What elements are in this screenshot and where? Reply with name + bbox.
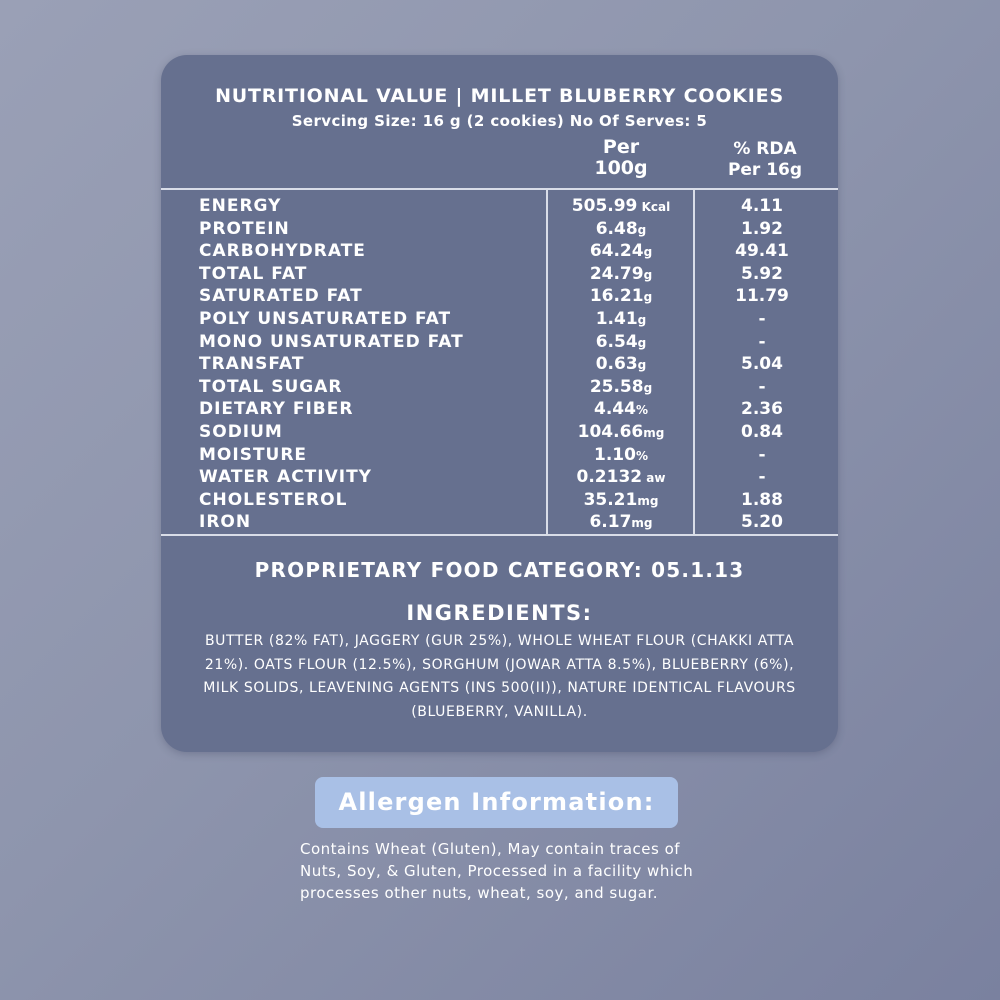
column-header-rda-line2: Per 16g (727, 160, 803, 180)
nutrient-value: 25.58 (589, 376, 644, 397)
nutrient-rda: - (758, 467, 766, 488)
table-row (161, 466, 838, 489)
nutrient-value: 64.24 (589, 241, 644, 262)
nutrient-unit: g (643, 267, 653, 282)
nutrient-per-100g-cell (547, 444, 695, 467)
table-row (161, 263, 838, 286)
nutrient-value: 6.54 (595, 331, 638, 352)
column-header-per-100g-line2: 100g (594, 157, 648, 179)
nutrient-name: SATURATED FAT (199, 286, 363, 307)
column-header-per-100g-line1: Per (602, 136, 640, 158)
table-row (161, 240, 838, 263)
nutrient-name: WATER ACTIVITY (199, 467, 372, 488)
nutrient-table (161, 195, 838, 534)
nutrient-unit: g (643, 380, 653, 395)
nutrient-name: TOTAL SUGAR (199, 376, 343, 397)
nutrient-value: 1.41 (595, 308, 638, 329)
ingredients-text: BUTTER (82% FAT), JAGGERY (GUR 25%), WHOLE WHEAT FLOUR (CHAKKI ATTA 21%). OATS FLOUR (12.5%), SORGHUM (JOWAR ATTA 8.5%), BLUEBERRY (6%), MILK SOLIDS, LEAVENING AGENTS (INS 500(II)), NATURE IDENTICAL FLAVOURS (BLUEBERRY, VANILLA). (203, 633, 796, 720)
nutrient-unit: mg (643, 425, 665, 440)
nutrient-unit: g (643, 290, 653, 305)
nutrient-value: 4.44 (594, 399, 636, 420)
allergen-text: Contains Wheat (Gluten), May contain traces of Nuts, Soy, & Gluten, Processed in a facility which processes other nuts, wheat, soy, and sugar. (300, 840, 694, 902)
table-row (161, 285, 838, 308)
nutrient-value: 0.63 (595, 354, 638, 375)
nutrient-value: 6.48 (595, 218, 638, 239)
nutrition-panel (161, 55, 838, 752)
nutrient-per-100g-cell (547, 489, 695, 512)
nutrient-rda: - (758, 331, 766, 352)
nutrient-name: CARBOHYDRATE (199, 241, 366, 262)
nutrient-unit: g (637, 222, 647, 237)
nutrient-per-100g-cell (547, 376, 695, 399)
nutrient-value: 6.17 (589, 512, 632, 533)
nutrient-value: 35.21 (583, 489, 638, 510)
nutrient-value: 104.66 (577, 421, 644, 442)
column-header-rda (695, 139, 835, 181)
nutrient-value: 505.99 (571, 196, 638, 216)
table-row (161, 511, 838, 534)
nutrient-unit: % (635, 448, 648, 463)
nutrient-unit: aw (642, 471, 666, 486)
nutrient-value: 16.21 (589, 286, 644, 307)
table-row (161, 421, 838, 444)
nutrient-per-100g-cell (547, 308, 695, 331)
nutrient-per-100g-cell (547, 195, 695, 218)
nutrient-per-100g-cell (547, 218, 695, 241)
column-header-rda-line1: % RDA (733, 139, 797, 159)
nutrient-name: MONO UNSATURATED FAT (199, 331, 464, 352)
nutrient-rda: 4.11 (741, 196, 783, 216)
food-category: PROPRIETARY FOOD CATEGORY: 05.1.13 (254, 558, 745, 582)
nutrient-per-100g-cell (547, 240, 695, 263)
nutrient-value: 1.10 (594, 444, 636, 465)
nutrient-name: TRANSFAT (199, 354, 305, 375)
nutrient-unit: g (643, 245, 653, 260)
nutrient-per-100g-cell (547, 263, 695, 286)
nutrient-unit: % (635, 403, 648, 418)
table-row (161, 444, 838, 467)
nutrient-rda: - (758, 444, 766, 465)
table-row (161, 308, 838, 331)
column-header-per-100g (547, 137, 695, 179)
nutrient-name: PROTEIN (199, 218, 290, 239)
table-top-divider (161, 188, 838, 190)
table-row (161, 195, 838, 218)
nutrient-value: 0.2132 (576, 467, 643, 488)
nutrient-name: DIETARY FIBER (199, 399, 354, 420)
table-row (161, 218, 838, 241)
nutrient-per-100g-cell (547, 398, 695, 421)
nutrient-value: 24.79 (589, 263, 644, 284)
nutrient-rda: 1.92 (741, 218, 783, 239)
nutrient-rda: 11.79 (735, 286, 789, 307)
nutrient-name: MOISTURE (199, 444, 308, 465)
nutrient-name: ENERGY (199, 196, 282, 216)
nutrient-name: TOTAL FAT (199, 263, 308, 284)
nutrient-rda: 49.41 (735, 241, 789, 262)
nutrient-rda: 5.92 (741, 263, 783, 284)
table-bottom-divider (161, 534, 838, 536)
nutrient-rda: 5.04 (741, 354, 783, 375)
nutrient-name: SODIUM (199, 421, 283, 442)
nutrient-unit: mg (637, 493, 659, 508)
nutrient-rda: 1.88 (741, 489, 783, 510)
nutrient-rda: 2.36 (741, 399, 783, 420)
nutrient-per-100g-cell (547, 511, 695, 534)
nutrient-rda: - (758, 308, 766, 329)
panel-title: NUTRITIONAL VALUE | MILLET BLUBERRY COOKIES (215, 85, 784, 107)
serving-size-info: Servcing Size: 16 g (2 cookies) No Of Serves: 5 (291, 112, 708, 130)
table-row (161, 376, 838, 399)
nutrient-name: IRON (199, 512, 252, 533)
nutrient-unit: mg (631, 516, 653, 531)
nutrient-name: CHOLESTEROL (199, 489, 348, 510)
nutrient-rda: - (758, 376, 766, 397)
nutrient-per-100g-cell (547, 421, 695, 444)
nutrient-unit: g (637, 358, 647, 373)
nutrient-per-100g-cell (547, 285, 695, 308)
nutrient-rda: 5.20 (741, 512, 783, 533)
nutrient-unit: Kcal (637, 200, 671, 214)
table-row (161, 398, 838, 421)
nutrient-per-100g-cell (547, 353, 695, 376)
table-row (161, 489, 838, 512)
nutrient-rda: 0.84 (741, 421, 783, 442)
ingredients-heading: INGREDIENTS: (406, 601, 593, 625)
nutrient-name: POLY UNSATURATED FAT (199, 308, 452, 329)
nutrient-per-100g-cell (547, 466, 695, 489)
table-row (161, 331, 838, 354)
allergen-heading-badge: Allergen Information: (315, 777, 678, 828)
nutrient-per-100g-cell (547, 331, 695, 354)
nutrient-unit: g (637, 312, 647, 327)
table-row (161, 353, 838, 376)
nutrient-unit: g (637, 335, 647, 350)
